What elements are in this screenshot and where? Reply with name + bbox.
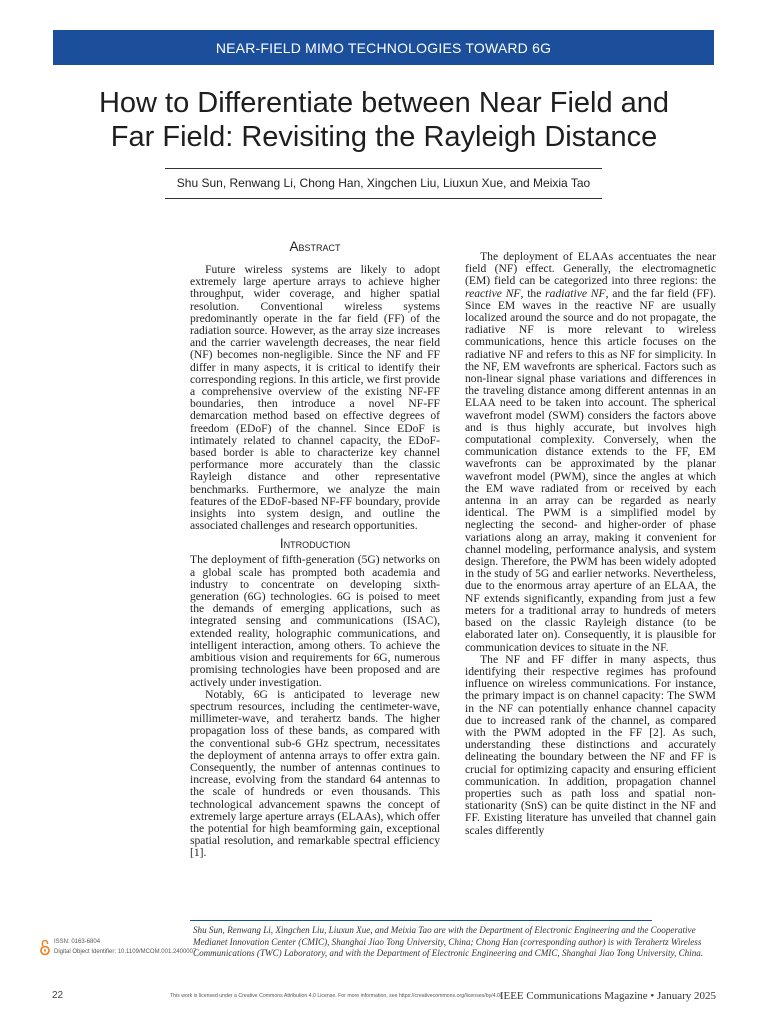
issn: ISSN: 0163-6804 — [54, 939, 101, 945]
title-rule-top — [165, 168, 602, 169]
left-column — [190, 239, 440, 860]
right-paragraph-2: The NF and FF differ in many aspects, thus identifying their respective regimes has profound influence on wireless communications. For instance, the primary impact is on channel capacity: The SWM in the NF can potentially enhance channel capacity due to increased rank of the channel, as compared with the PWM adopted in the FF [2]. As such, understanding these distinctions and accurately delineating the boundary between the NF and FF is crucial for optimizing capacity and ensuring efficient communication. In addition, propagation channel properties such as path loss and spatial non-stationarity (SnS) can be quite distinct in the NF and FF. Existing literature has unveiled that channel gain scales differently — [465, 652, 716, 837]
article-title — [40, 86, 728, 154]
title-line-1: How to Differentiate between Near Field and — [98, 87, 670, 119]
license-notice: This work is licensed under a Creative Commons Attribution 4.0 License. For more information, see https://creativecommons.org/licenses/by/4.0/ — [170, 993, 502, 999]
title-rule-bottom — [165, 198, 602, 199]
abstract-text: Future wireless systems are likely to adopt extremely large aperture arrays to achieve higher throughput, wider coverage, and higher spatial resolution. Conventional wireless systems predominantly operate in the far field (FF) of the radiation source. However, as the array size increases and the carrier wavelength decreases, the near field (NF) becomes non-negligible. Since the NF and FF differ in many aspects, it is critical to identify their corresponding regions. In this article, we first provide a comprehensive overview of the existing NF-FF boundaries, then introduce a novel NF-FF demarcation method based on effective degrees of freedom (EDoF) of the channel. Since EDoF is intimately related to channel capacity, the EDoF-based border is able to characterize key channel performance more accurately than the classic Rayleigh distance and other representative benchmarks. Furthermore, we analyze the main features of the EDoF-based NF-FF boundary, provide insights into system design, and outline the associated challenges and research opportunities. — [190, 263, 440, 533]
right-paragraph-1 — [465, 251, 716, 654]
page-number: 22 — [52, 990, 64, 1001]
introduction-heading: Introduction — [279, 536, 351, 552]
title-line-2: Far Field: Revisiting the Rayleigh Distance — [110, 121, 658, 153]
right-p1-text-c: , and the far field (FF). Since EM waves in the reactive NF are usually localized around the source and do not propagate, the radiative NF is more relevant to wireless communications, hence this article focuses on the radiative NF and refers to this as NF for simplicity. In the NF, EM wavefronts are spherical. Factors such as non-linear signal phase variations and differences in the traveling distance among different antennas in an ELAA need to be taken into account. The spherical wavefront model (SWM) considers the factors above and is thus highly accurate, but involves high computational complexity. Conversely, when the communication distance extends to the FF, EM wavefronts can be approximated by the planar wavefront model (PWM), since the angles at which the EM wave radiated from or received by each antenna in an array can be regarded as nearly identical. The PWM is a simplified model by neglecting the second- and higher-order of phase variations along an array, making it convenient for channel modeling, performance analysis, and system design. Therefore, the PWM has been widely adopted in the study of 5G and earlier networks. Nevertheless, due to the enormous array aperture of an ELAA, the NF extends significantly, expanding from just a few meters for a traditional array to hundreds of meters based on the classic Rayleigh distance (to be elaborated later on). Consequently, it is plausible for communication devices to situate in the NF. — [465, 286, 716, 654]
intro-paragraph-1: The deployment of fifth-generation (5G) networks on a global scale has prompted both academia and industry to concentrate on developing sixth-generation (6G) technologies. 6G is poised to meet the demands of emerging applications, such as integrated sensing and communications (ISAC), extended reality, holographic communications, and intelligent interaction, among others. To achieve the ambitious vision and requirements for 6G, numerous promising technologies have been proposed and are actively under investigation. — [190, 553, 440, 689]
article-metadata — [54, 937, 196, 957]
section-banner — [53, 30, 714, 65]
reactive-nf-term: reactive NF — [465, 286, 521, 300]
doi: Digital Object Identifier: 10.1109/MCOM.001.2400007 — [54, 949, 197, 955]
author-list: Shu Sun, Renwang Li, Chong Han, Xingchen Liu, Liuxun Xue, and Meixia Tao — [176, 176, 591, 190]
radiative-nf-term: radiative NF — [545, 286, 606, 300]
section-banner-label: NEAR-FIELD MIMO TECHNOLOGIES TOWARD 6G — [215, 39, 552, 56]
right-p1-text-b: , the — [520, 286, 546, 300]
intro-paragraph-2: Notably, 6G is anticipated to leverage new spectrum resources, including the centimeter-wave, millimeter-wave, and terahertz bands. The higher propagation loss of these bands, as compared with the conventional sub-6 GHz spectrum, necessitates the deployment of antenna arrays to offer extra gain. Consequently, the number of antennas continues to increase, evolving from the standard 64 antennas to the scale of hundreds or even thousands. This technological advancement spawns the concept of extremely large aperture arrays (ELAAs), which offer the potential for high beamforming gain, exceptional spatial resolution, and remarkable spectral efficiency [1]. — [190, 687, 440, 860]
right-p1-text-a: The deployment of ELAAs accentuates the near field (NF) effect. Generally, the electromagnetic (EM) field can be categorized into three regions: the — [465, 250, 716, 288]
abstract-heading: Abstract — [289, 239, 341, 254]
journal-name: IEEE Communications Magazine • January 2025 — [499, 990, 716, 1002]
open-access-lock-icon — [40, 938, 50, 956]
footnote-rule — [190, 920, 652, 921]
author-affiliations: Shu Sun, Renwang Li, Xingchen Liu, Liuxun Xue, and Meixia Tao are with the Department of Electronic Engineering and the Cooperative Medianet Innovation Center (CMIC), Shanghai Jiao Tong University, China; Chong Han (corresponding author) is with Terahertz Wireless Communications (TWC) Laboratory, and with the Department of Electronic Engineering and CMIC, Shanghai Jiao Tong University, China. — [193, 925, 704, 958]
right-column — [465, 251, 716, 837]
